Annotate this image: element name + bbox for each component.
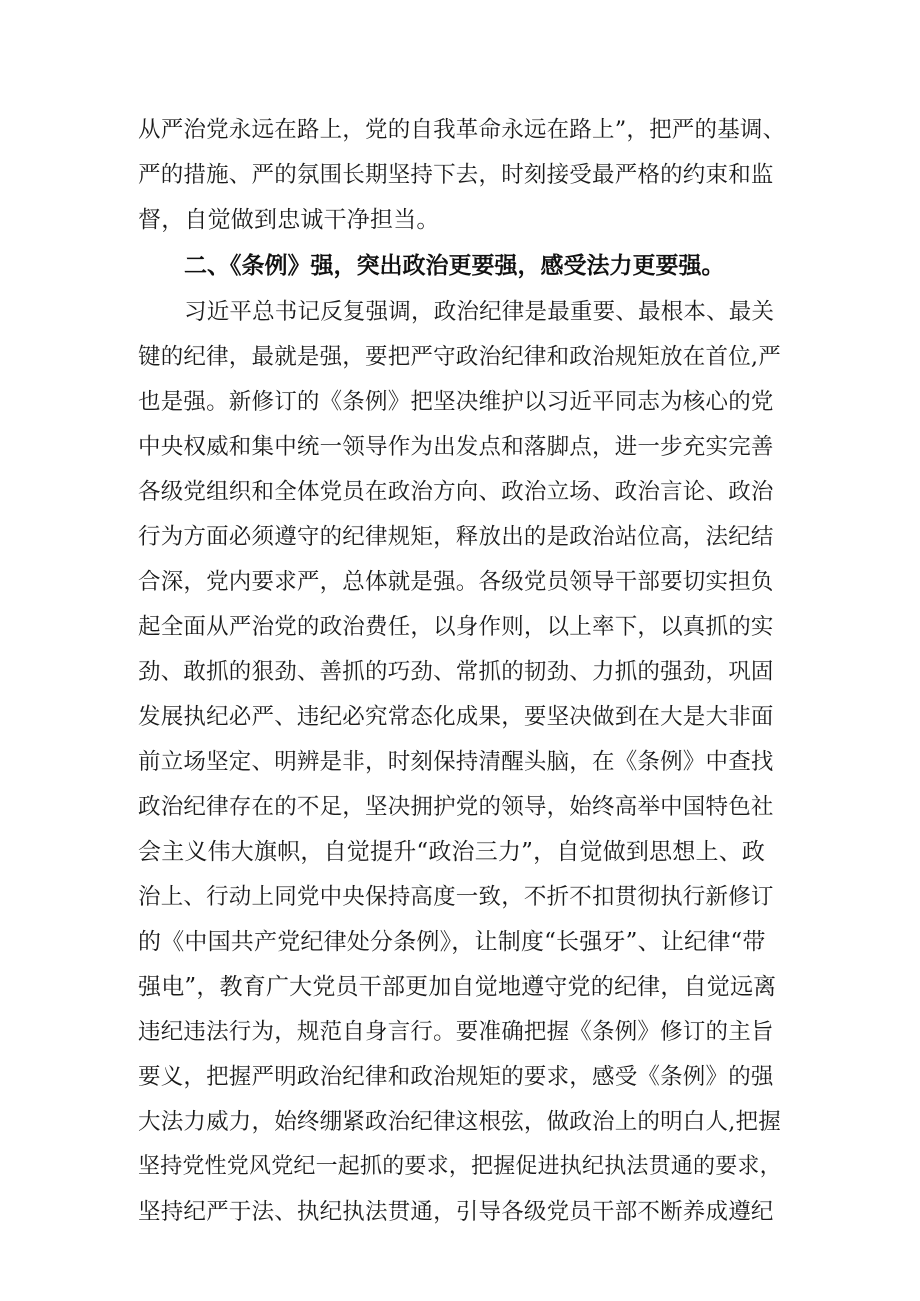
- text-line: 的《中国共产党纪律处分条例》，让制度“长强牙”、让纪律“带: [138, 929, 766, 955]
- text-line: 起全面从严治党的政治费任，以身作则，以上率下，以真抓的实: [138, 614, 774, 640]
- text-line: 前立场坚定、明辨是非，时刻保持清醒头脑，在《条例》中查找: [138, 749, 774, 775]
- text-line: 要义，把握严明政治纪律和政治规矩的要求，感受《条例》的强: [138, 1064, 774, 1090]
- text-line: 坚持纪严于法、执纪执法贯通，引导各级党员干部不断养成遵纪: [138, 1199, 774, 1225]
- text-line: 行为方面必须遵守的纪律规矩，释放出的是政治站位高，法纪结: [138, 524, 774, 550]
- text-line: 从严治党永远在路上，党的自我革命永远在路上”，把严的基调、: [138, 117, 786, 143]
- text-line: 也是强。新修订的《条例》把坚决维护以习近平同志为核心的党: [138, 389, 774, 415]
- section-heading: 二、《条例》强，突出政治更要强，感受法力更要强。: [184, 253, 725, 279]
- text-line: 习近平总书记反复强调，政治纪律是最重要、最根本、最关: [184, 299, 775, 325]
- text-line: 督，自觉做到忠诚干净担当。: [138, 207, 440, 233]
- text-line: 键的纪律，最就是强，要把严守政治纪律和政治规矩放在首位,严: [138, 344, 781, 370]
- text-line: 发展执纪必严、违纪必究常态化成果，要坚决做到在大是大非面: [138, 704, 774, 730]
- text-line: 会主义伟大旗帜，自觉提升“政治三力”，自觉做到思想上、政: [138, 839, 766, 865]
- text-line: 各级党组织和全体党员在政治方向、政治立场、政治言论、政治: [138, 479, 774, 505]
- text-line: 严的措施、严的氛围长期坚持下去，时刻接受最严格的约束和监: [138, 162, 774, 188]
- text-line: 坚持党性党风党纪一起抓的要求，把握促进执纪执法贯通的要求，: [138, 1154, 782, 1179]
- text-line: 治上、行动上同党中央保持高度一致，不折不扣贯彻执行新修订: [138, 884, 774, 910]
- text-line: 政治纪律存在的不足，坚决拥护党的领导，始终高举中国特色社: [138, 794, 774, 820]
- text-line: 强电”，教育广大党员干部更加自觉地遵守党的纪律，自觉远离: [138, 974, 777, 1000]
- text-line: 劲、敢抓的狠劲、善抓的巧劲、常抓的韧劲、力抓的强劲，巩固: [138, 659, 774, 685]
- text-line: 中央权威和集中统一领导作为出发点和落脚点，进一步充实完善: [138, 434, 774, 460]
- text-line: 合深，党内要求严，总体就是强。各级党员领导干部要切实担负: [138, 569, 774, 595]
- text-line: 大法力威力，始终绷紧政治纪律这根弦，做政治上的明白人,把握: [138, 1109, 781, 1135]
- text-line: 违纪违法行为，规范自身言行。要准确把握《条例》修订的主旨: [138, 1019, 774, 1045]
